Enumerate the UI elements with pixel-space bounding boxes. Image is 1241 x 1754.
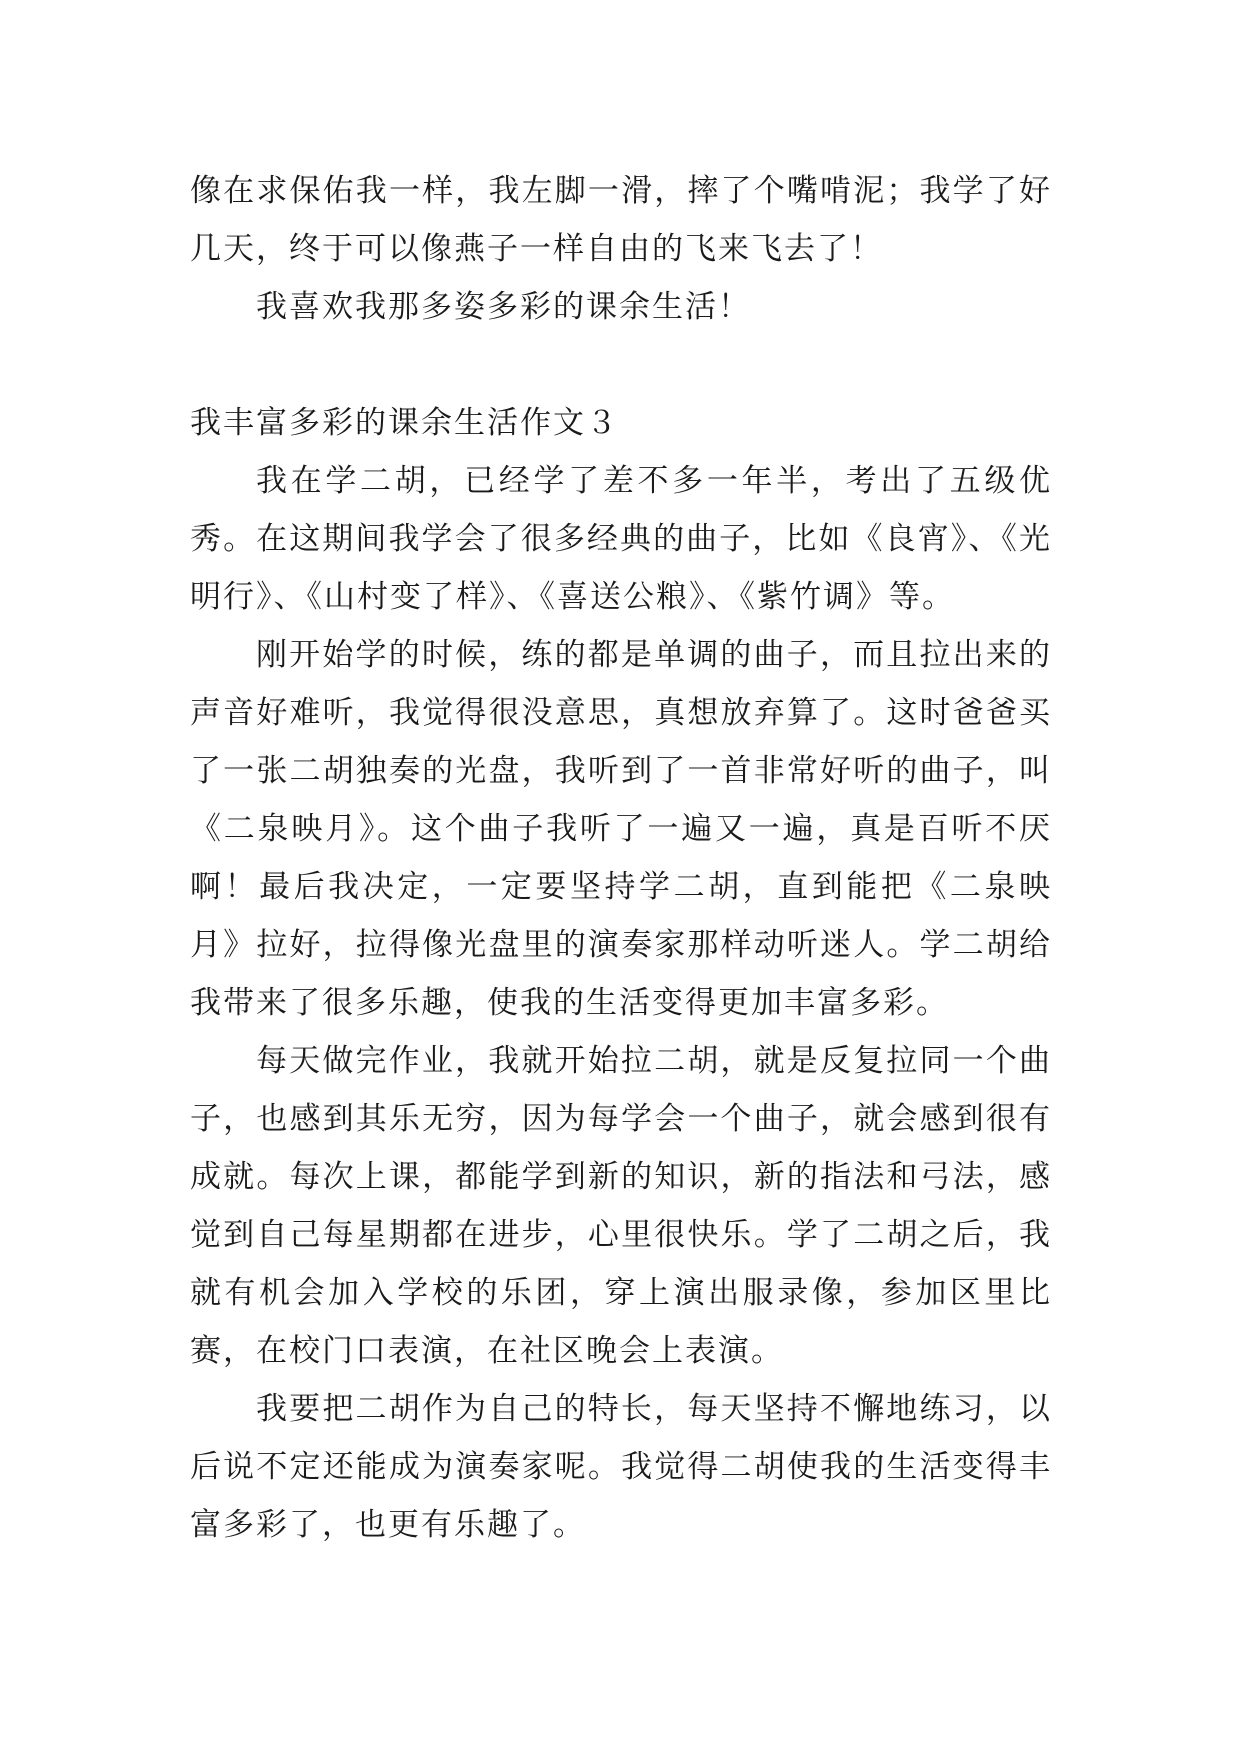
body-paragraph-4: 我要把二胡作为自己的特长，每天坚持不懈地练习，以后说不定还能成为演奏家呢。我觉得二胡使我的生活变得丰富多彩了，也更有乐趣了。 xyxy=(190,1391,1052,1543)
closing-paragraph: 我喜欢我那多姿多彩的课余生活！ xyxy=(256,289,751,325)
document-body xyxy=(190,162,1052,1554)
continuation-paragraph: 像在求保佑我一样，我左脚一滑，摔了个嘴啃泥；我学了好几天，终于可以像燕子一样自由的飞来飞去了！ xyxy=(190,173,1052,267)
section-gap xyxy=(190,336,1052,394)
body-paragraph-1: 我在学二胡，已经学了差不多一年半，考出了五级优秀。在这期间我学会了很多经典的曲子，比如《良宵》、《光明行》、《山村变了样》、《喜送公粮》、《紫竹调》等。 xyxy=(190,463,1052,615)
section-heading: 我丰富多彩的课余生活作文３ xyxy=(190,405,619,441)
body-paragraph-2: 刚开始学的时候，练的都是单调的曲子，而且拉出来的声音好难听，我觉得很没意思，真想放弃算了。这时爸爸买了一张二胡独奏的光盘，我听到了一首非常好听的曲子，叫《二泉映月》。这个曲子我听了一遍又一遍，真是百听不厌啊！最后我决定，一定要坚持学二胡，直到能把《二泉映月》拉好，拉得像光盘里的演奏家那样动听迷人。学二胡给我带来了很多乐趣，使我的生活变得更加丰富多彩。 xyxy=(190,637,1052,1021)
body-paragraph-3: 每天做完作业，我就开始拉二胡，就是反复拉同一个曲子，也感到其乐无穷，因为每学会一个曲子，就会感到很有成就。每次上课，都能学到新的知识，新的指法和弓法，感觉到自己每星期都在进步，心里很快乐。学了二胡之后，我就有机会加入学校的乐团，穿上演出服录像，参加区里比赛，在校门口表演，在社区晚会上表演。 xyxy=(190,1043,1052,1369)
